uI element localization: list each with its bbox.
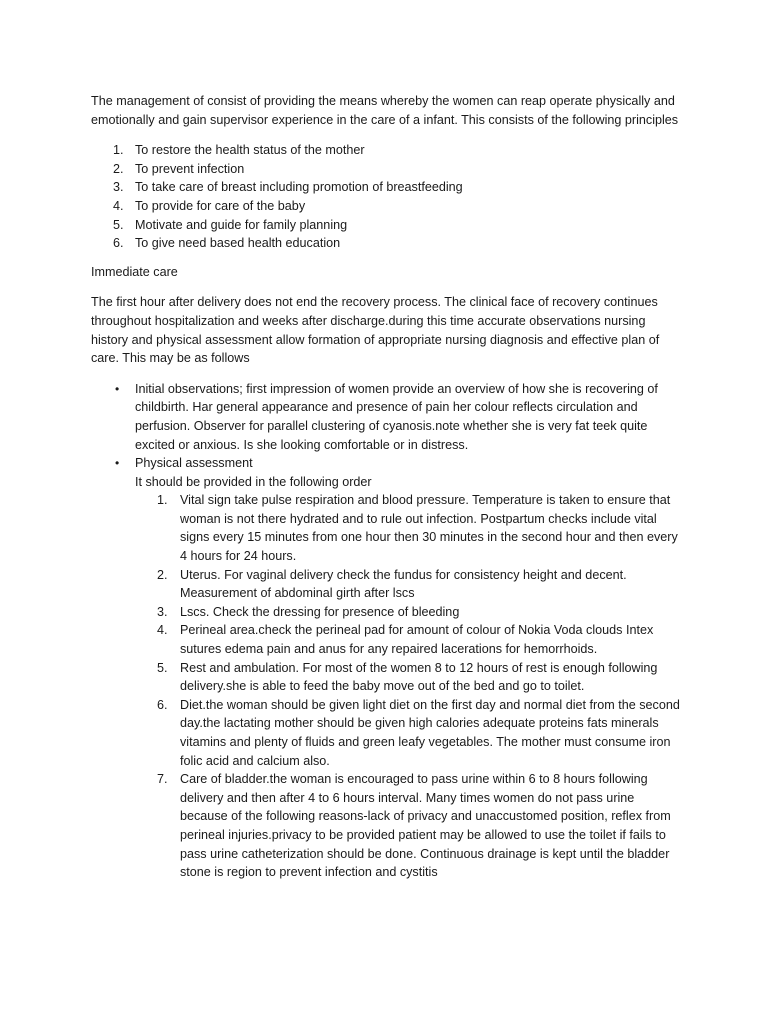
intro-paragraph: The management of consist of providing the means whereby the women can reap operate physically and emotionally and gain supervisor experience in the care of a infant. This consists of the following principles: [91, 94, 679, 127]
bullet-list: [91, 380, 681, 882]
bullet-icon: •: [115, 381, 120, 396]
list-item-text: To give need based health education: [135, 236, 341, 251]
list-number: 5.: [113, 217, 124, 232]
list-number: 3.: [113, 180, 124, 195]
step-item: [135, 491, 681, 565]
principles-list: [91, 141, 681, 253]
list-item-text: Diet.the woman should be given light diet on the first day and normal diet from the second day.the lactating mother should be given high calories adequate proteins fats minerals vitamins and plenty of fluids and green leafy vegetables. The mother must consume iron folic acid and calcium also.: [180, 697, 680, 768]
list-number: 5.: [157, 660, 168, 675]
bullet-icon: •: [115, 456, 120, 471]
principle-item: [91, 216, 681, 235]
list-number: 6.: [113, 236, 124, 251]
step-item: [135, 659, 681, 696]
list-item-text: Perineal area.check the perineal pad for amount of colour of Nokia Voda clouds Intex sutures edema pain and anus for any repaired lacerations for hemorrhoids.: [180, 623, 654, 657]
step-item: [135, 603, 681, 622]
immediate-care-paragraph: The first hour after delivery does not end the recovery process. The clinical face of recovery continues throughout hospitalization and weeks after discharge.during this time accurate observations nursing history and physical assessment allow formation of appropriate nursing diagnosis and effective plan of care. This may be as follows: [91, 295, 660, 366]
step-item: [135, 566, 681, 603]
step-item: [135, 696, 681, 770]
list-item-text: Vital sign take pulse respiration and blood pressure. Temperature is taken to ensure that woman is not there hydrated and to rule out infection. Postpartum checks include vital signs every 15 minutes from one hour then 30 minutes in the second hour and then every 4 hours for 24 hours.: [180, 493, 678, 564]
principle-item: [91, 178, 681, 197]
section-heading: Immediate care: [91, 264, 178, 279]
document-body: [91, 92, 681, 882]
list-number: 2.: [113, 161, 124, 176]
principle-item: [91, 197, 681, 216]
bullet-subtext: It should be provided in the following order: [135, 474, 372, 489]
list-item-text: Motivate and guide for family planning: [135, 217, 348, 232]
list-number: 1.: [157, 493, 168, 508]
list-item-text: To prevent infection: [135, 161, 245, 176]
step-item: [135, 621, 681, 658]
list-item-text: Lscs. Check the dressing for presence of bleeding: [180, 604, 460, 619]
bullet-item-initial-observations: [91, 380, 681, 454]
list-item-text: Rest and ambulation. For most of the women 8 to 12 hours of rest is enough following delivery.she is able to feed the baby move out of the bed and go to toilet.: [180, 660, 658, 694]
bullet-text: Physical assessment: [135, 456, 253, 471]
list-item-text: To provide for care of the baby: [135, 198, 306, 213]
bullet-text: Initial observations; first impression of women provide an overview of how she is recovering of childbirth. Har general appearance and presence of pain her colour reflects circulation and perfusion. Observer for parallel clustering of cyanosis.note whether she is very fat teek quite excited or anxious. Is she looking comfortable or in distress.: [135, 381, 658, 452]
list-item-text: To take care of breast including promotion of breastfeeding: [135, 180, 463, 195]
list-number: 3.: [157, 604, 168, 619]
list-number: 4.: [113, 198, 124, 213]
step-item: [135, 770, 681, 882]
principle-item: [91, 141, 681, 160]
list-item-text: To restore the health status of the mother: [135, 143, 365, 158]
assessment-steps-list: [135, 491, 681, 881]
bullet-item-physical-assessment: [91, 454, 681, 882]
principle-item: [91, 160, 681, 179]
list-number: 7.: [157, 772, 168, 787]
list-number: 4.: [157, 623, 168, 638]
list-item-text: Care of bladder.the woman is encouraged to pass urine within 6 to 8 hours following delivery and then after 4 to 6 hours interval. Many times women do not pass urine because of the following reasons-lack of privacy and unaccustomed position, reflex from perineal injuries.privacy to be provided patient may be allowed to use the toilet if fails to pass urine catheterization should be done. Continuous drainage is kept until the bladder stone is region to prevent infection and cystitis: [180, 772, 671, 880]
list-number: 6.: [157, 697, 168, 712]
list-number: 2.: [157, 567, 168, 582]
principle-item: [91, 234, 681, 253]
list-number: 1.: [113, 143, 124, 158]
list-item-text: Uterus. For vaginal delivery check the fundus for consistency height and decent. Measurement of abdominal girth after lscs: [180, 567, 627, 601]
